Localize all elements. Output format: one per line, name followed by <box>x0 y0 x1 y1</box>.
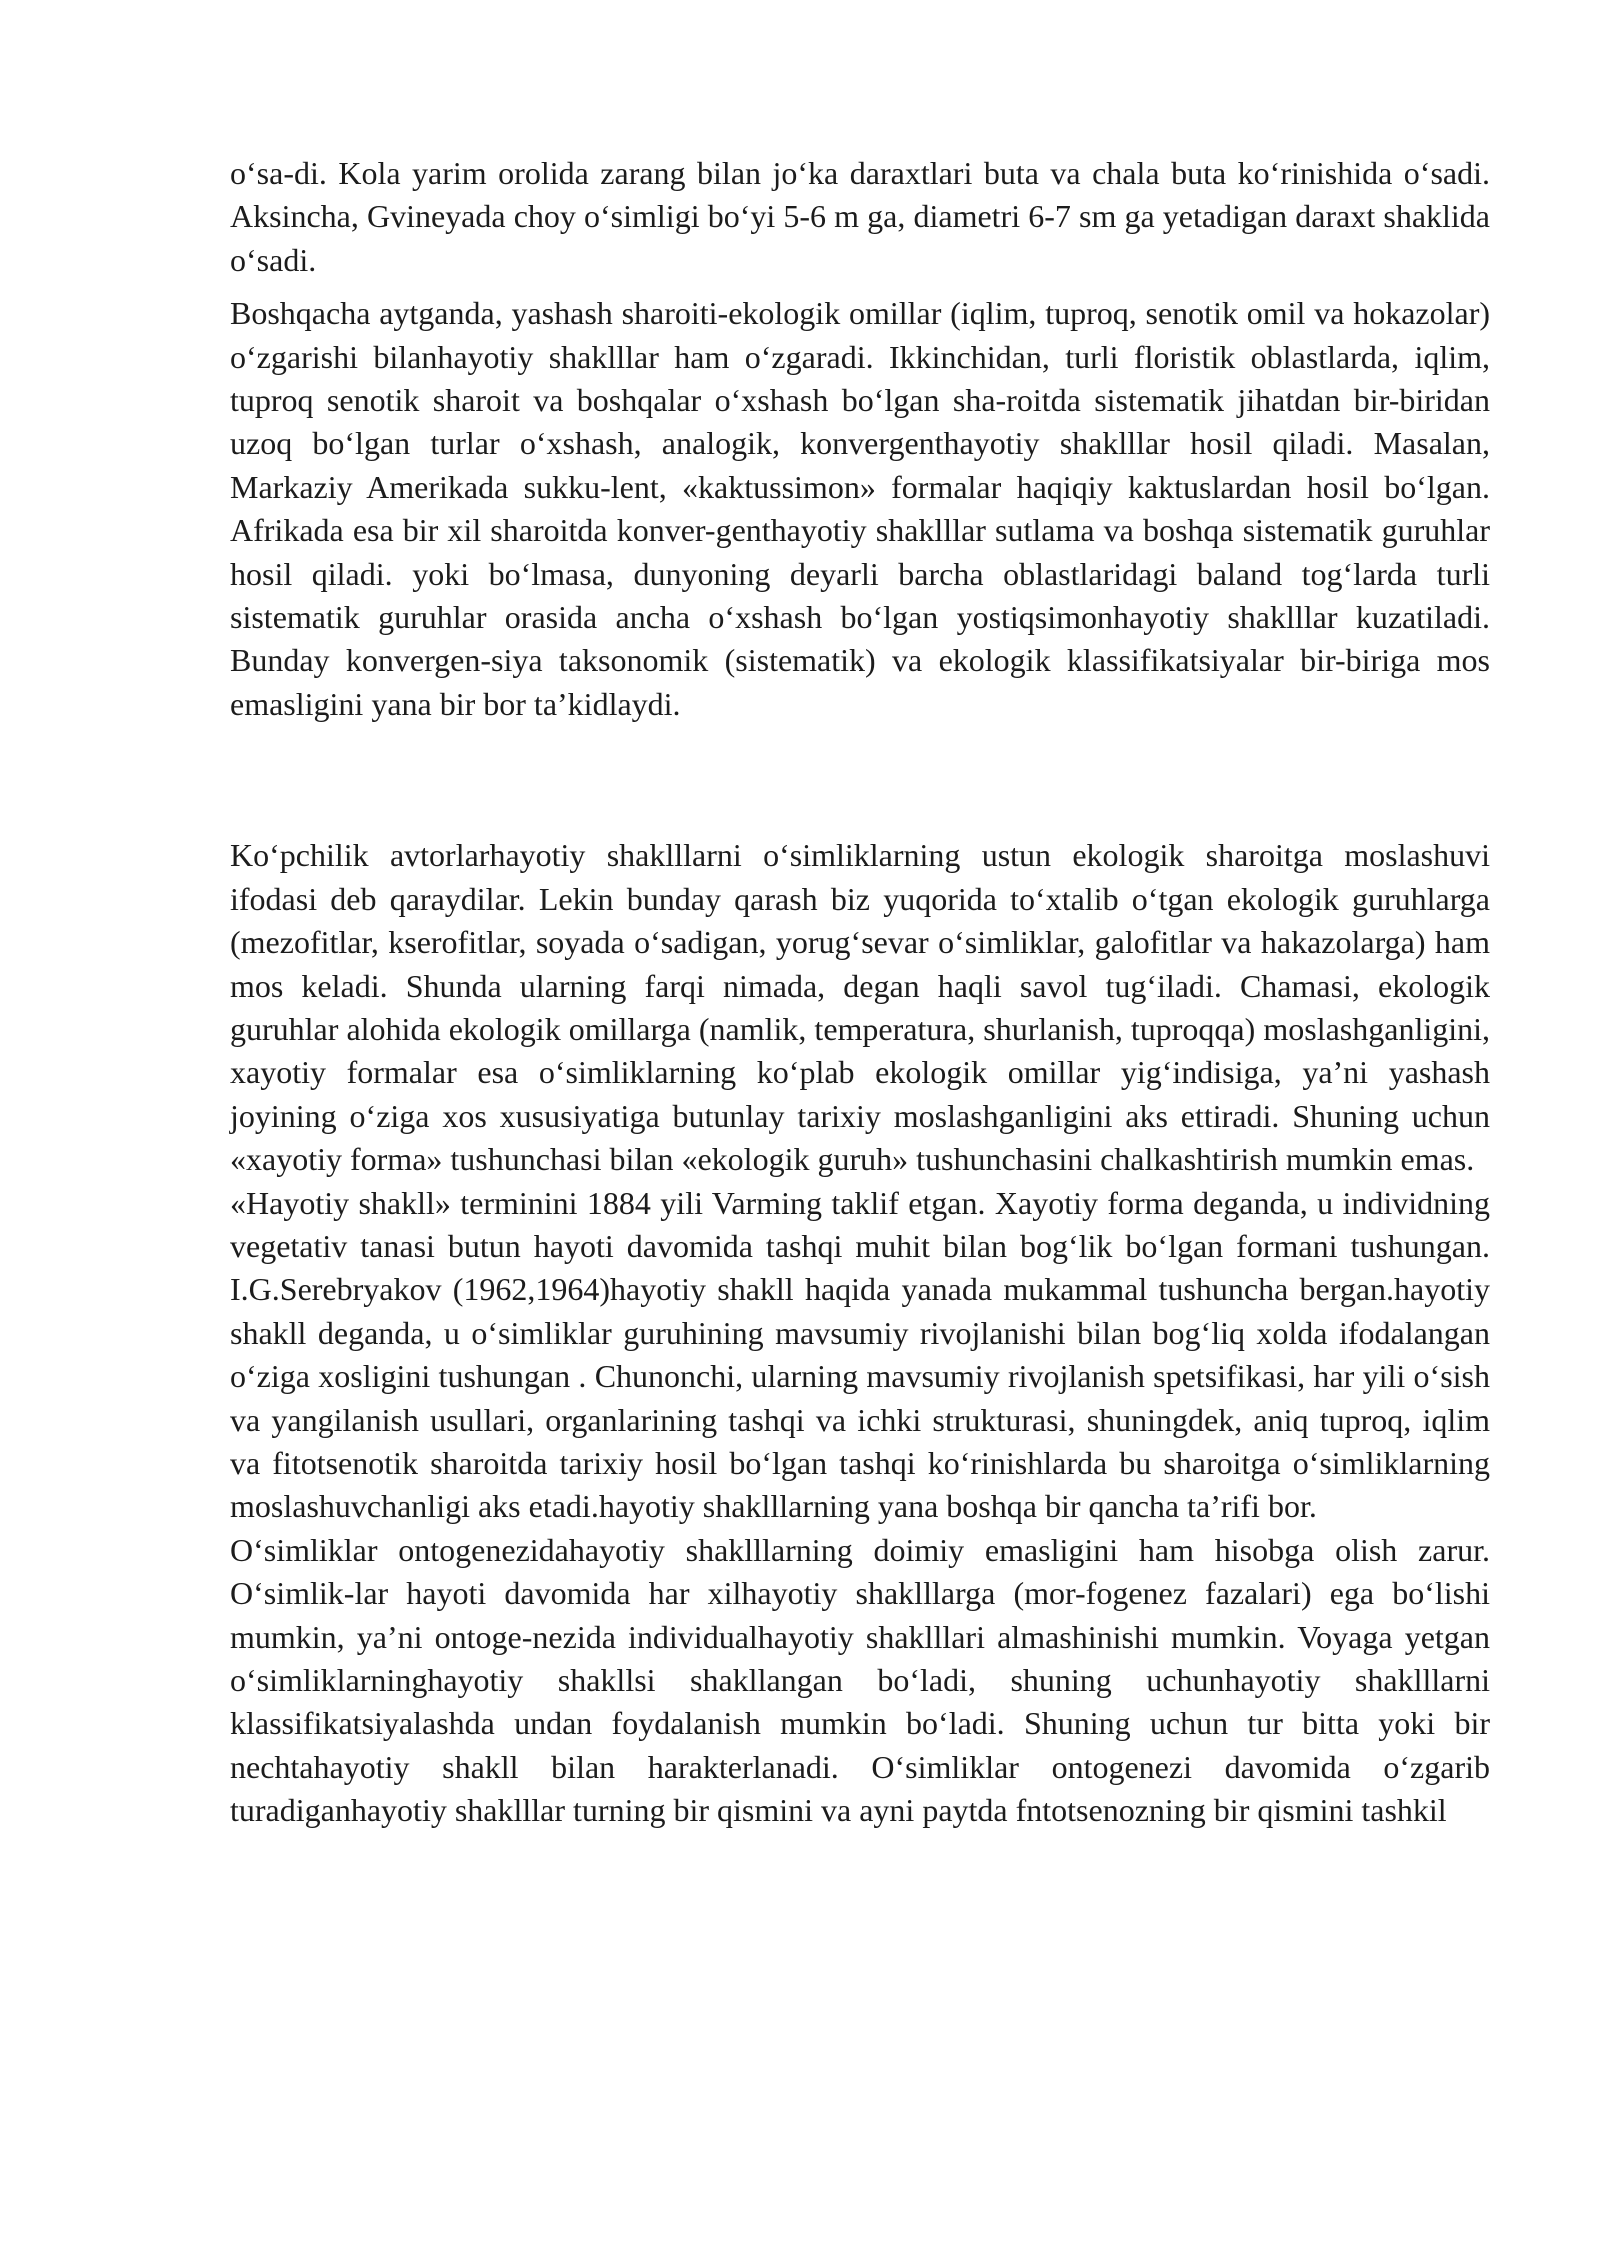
paragraph: Boshqacha aytganda, yashash sharoiti-ekologik omillar (iqlim, tuproq, senotik omil va hokazolar) o‘zgarishi bilanhayotiy shaklllar ham o‘zgaradi. Ikkinchidan, turli floristik oblastlarda, iqlim, tuproq senotik sharoit va boshqalar o‘xshash bo‘lgan sha-roitda sistematik jihatdan bir-biridan uzoq bo‘lgan turlar o‘xshash, analogik, konvergenthayotiy shaklllar hosil qiladi. Masalan, Markaziy Amerikada sukku-lent, «kaktussimon» formalar haqiqiy kaktuslardan hosil bo‘lgan. Afrikada esa bir xil sharoitda konver-genthayotiy shaklllar sutlama va boshqa sistematik guruhlar hosil qiladi. yoki bo‘lmasa, dunyoning deyarli barcha oblastlaridagi baland tog‘larda turli sistematik guruhlar orasida ancha o‘xshash bo‘lgan yostiqsimonhayotiy shaklllar kuzatiladi. Bunday konvergen-siya taksonomik (sistematik) va ekologik klassifikatsiyalar bir-biriga mos emasligini yana bir bor ta’kidlaydi. <box>230 295 1490 722</box>
paragraph: o‘sa-di. Kola yarim orolida zarang bilan jo‘ka daraxtlari buta va chala buta ko‘rinishida o‘sadi. Aksincha, Gvineyada choy o‘simligi bo‘yi 5-6 m ga, diametri 6-7 sm ga yetadigan daraxt shaklida o‘sadi. <box>230 155 1490 278</box>
paragraph: «Hayotiy shakll» terminini 1884 yili Varming taklif etgan. Xayotiy forma deganda, u individning vegetativ tanasi butun hayoti davomida tashqi muhit bilan bog‘lik bo‘lgan formani tushungan. I.G.Serebryakov (1962,1964)hayotiy shakll haqida yanada mukammal tushuncha bergan.hayotiy shakll deganda, u o‘simliklar guruhining mavsumiy rivojlanishi bilan bog‘liq xolda ifodalangan o‘ziga xosligini tushungan . Chunonchi, ularning mavsumiy rivojlanish spetsifikasi, har yili o‘sish va yangilanish usullari, organlarining tashqi va ichki strukturasi, shuningdek, aniq tuproq, iqlim va fitotsenotik sharoitda tarixiy hosil bo‘lgan tashqi ko‘rinishlarda bu sharoitga o‘simliklarning moslashuvchanligi aks etadi.hayotiy shaklllarning yana boshqa bir qancha ta’rifi bor. <box>230 1184 1490 1525</box>
paragraph: O‘simliklar ontogenezidahayotiy shaklllarning doimiy emasligini ham hisobga olish zarur. O‘simlik-lar hayoti davomida har xilhayotiy shaklllarga (mor-fogenez fazalari) ega bo‘lishi mumkin, ya’ni ontoge-nezida individualhayotiy shaklllari almashinishi mumkin. Voyaga yetgan o‘simliklarninghayotiy shakllsi shakllangan bo‘ladi, shuning uchunhayotiy shaklllarni klassifikatsiyalashda undan foydalanish mumkin bo‘ladi. Shuning uchun tur bitta yoki bir nechtahayotiy shakll bilan harakterlanadi. O‘simliklar ontogenezi davomida o‘zgarib turadiganhayotiy shaklllar turning bir qismini va ayni paytda fntotsenozning bir qismini tashkil <box>230 1531 1490 1829</box>
body-text <box>230 152 1490 1833</box>
paragraph: Ko‘pchilik avtorlarhayotiy shaklllarni o‘simliklarning ustun ekologik sharoitga moslashuvi ifodasi deb qaraydilar. Lekin bunday qarash biz yuqorida to‘xtalib o‘tgan ekologik guruhlarga (mezofitlar, kserofitlar, soyada o‘sadigan, yorug‘sevar o‘simliklar, galofitlar va hakazolarga) ham mos keladi. Shunda ularning farqi nimada, degan haqli savol tug‘iladi. Chamasi, ekologik guruhlar alohida ekologik omillarga (namlik, temperatura, shurlanish, tuproqqa) moslashganligini, xayotiy formalar esa o‘simliklarning ko‘plab ekologik omillar yig‘indisiga, ya’ni yashash joyining o‘ziga xos xususiyatiga butunlay tarixiy moslashganligini aks ettiradi. Shuning uchun «xayotiy forma» tushunchasi bilan «ekologik guruh» tushunchasini chalkashtirish mumkin emas. <box>230 837 1490 1178</box>
